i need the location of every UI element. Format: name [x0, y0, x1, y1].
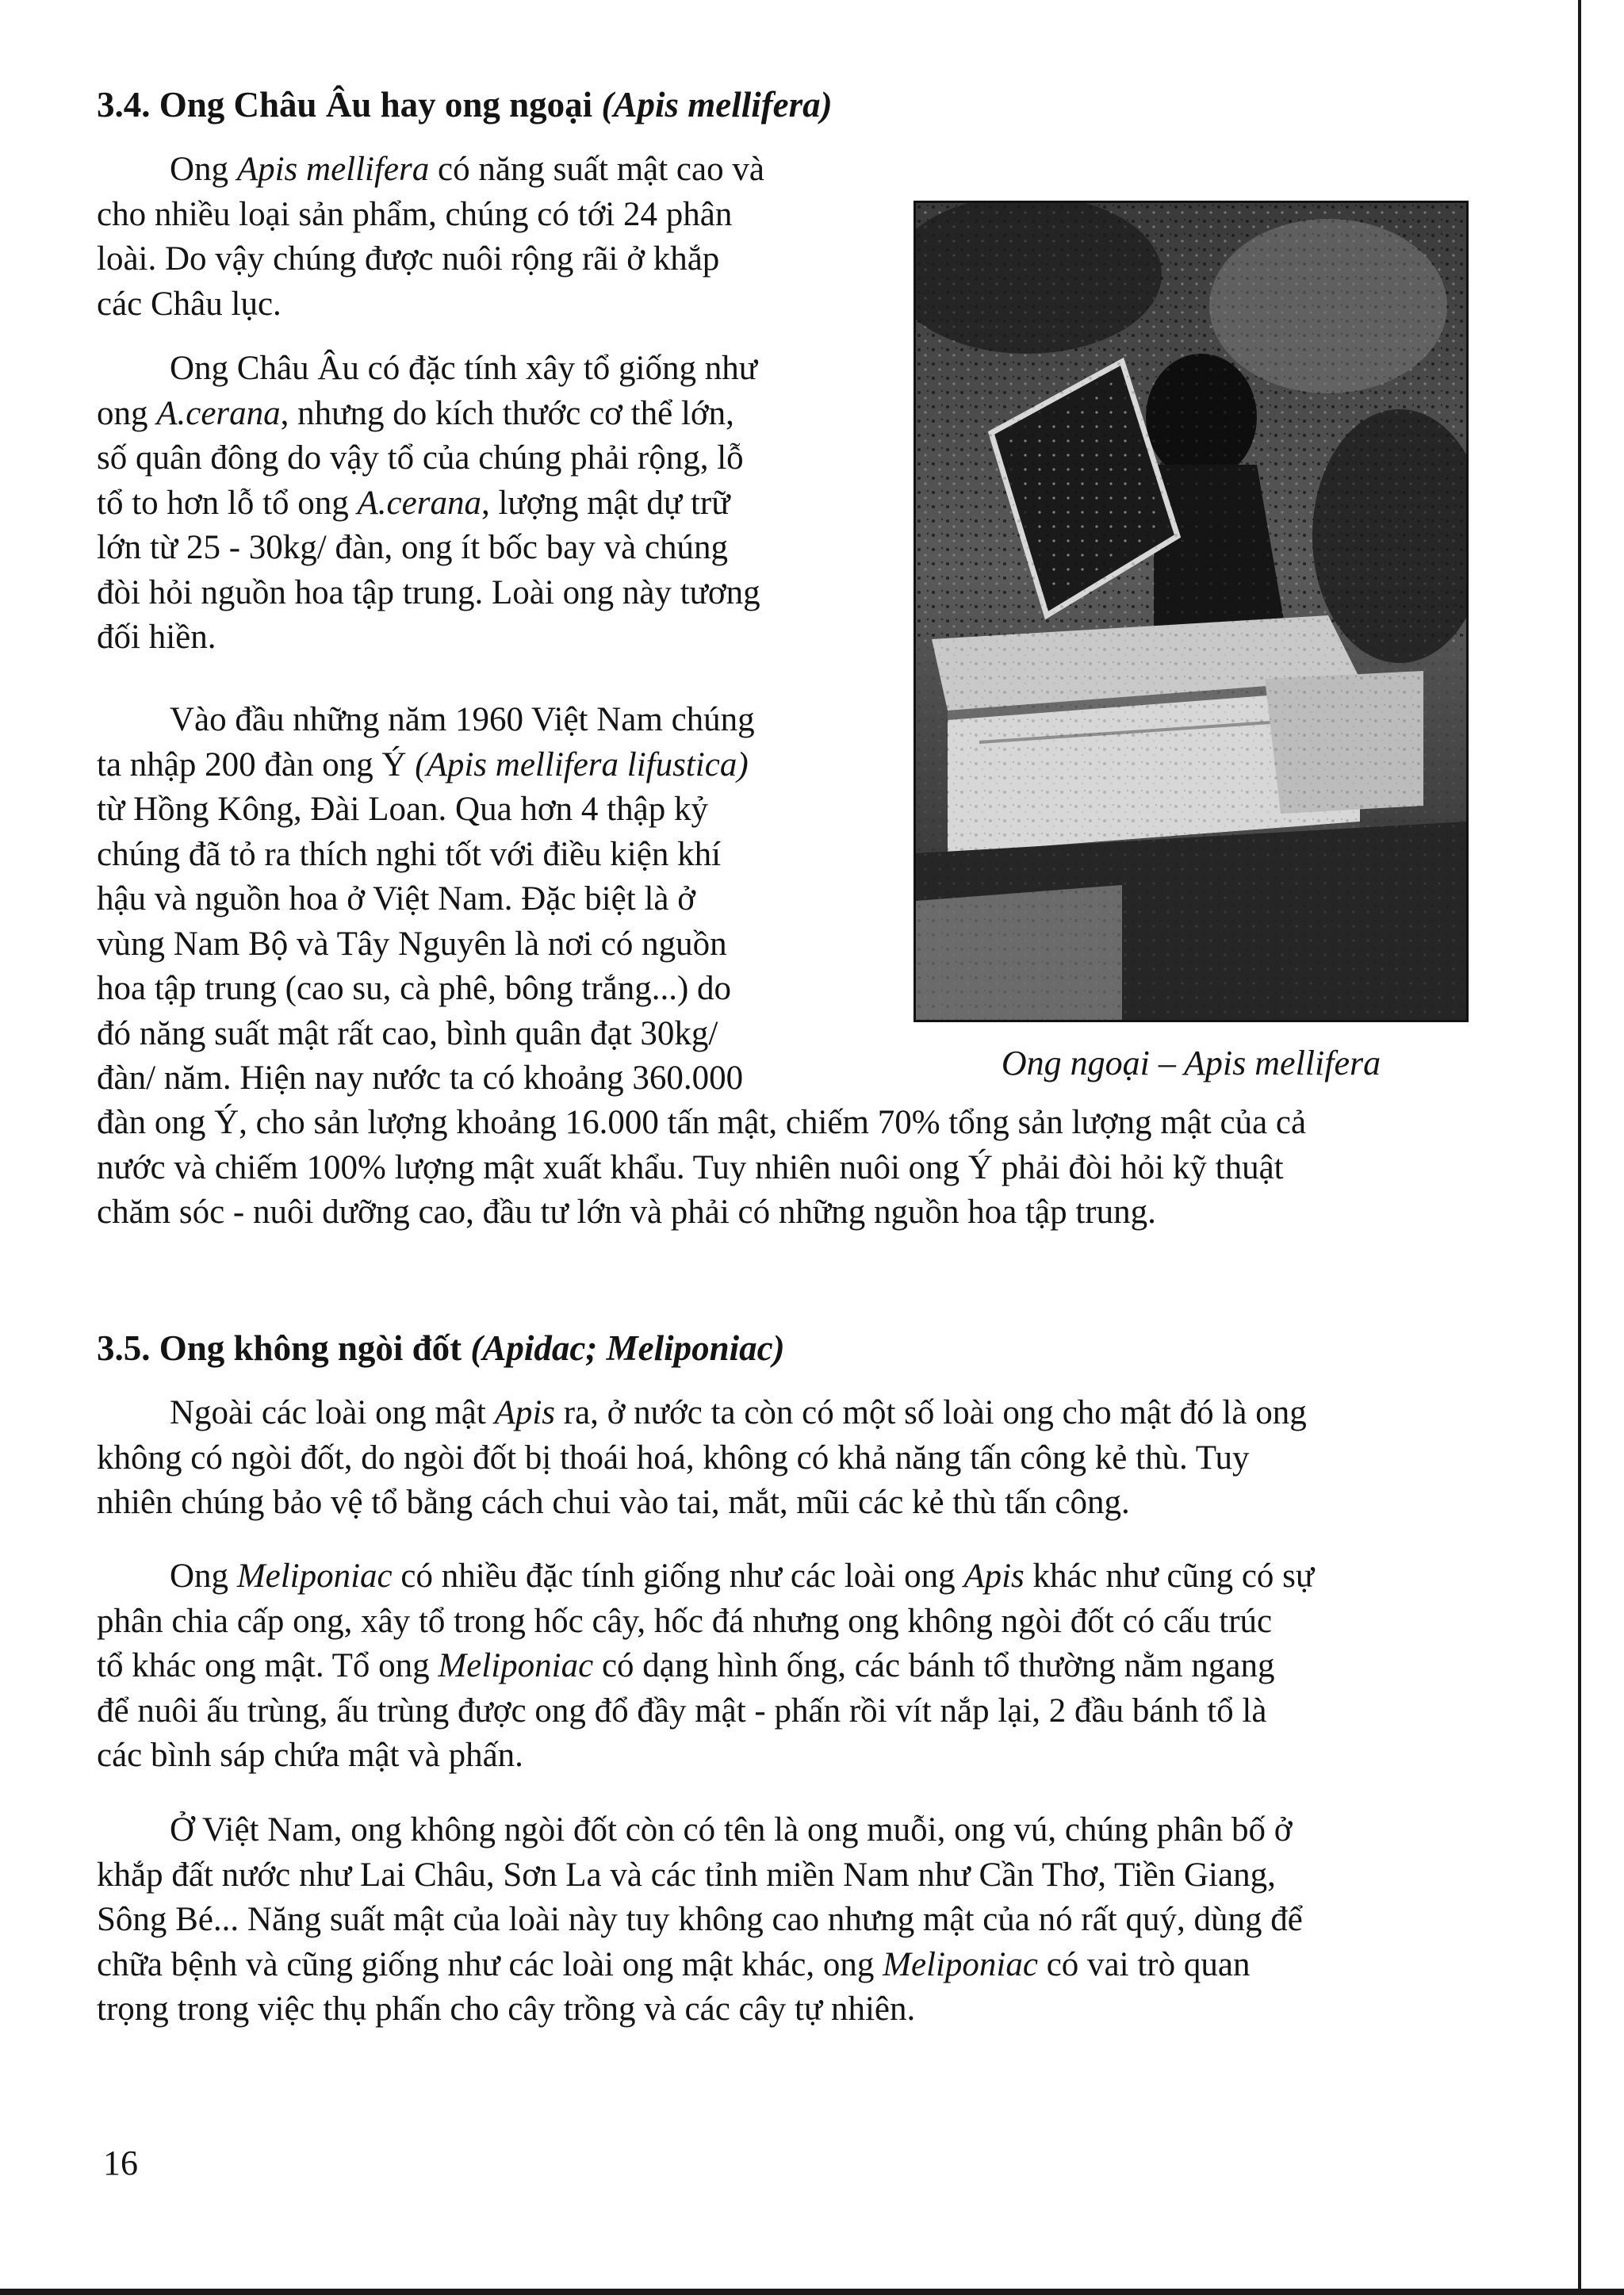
latin-term: A.cerana: [357, 484, 481, 522]
latin-term: Meliponiac: [438, 1647, 594, 1684]
text-run: chữa bệnh và cũng giống như các loài ong mật khác, ong: [97, 1945, 883, 1983]
text-run: ong: [97, 394, 157, 432]
text-line: [97, 148, 858, 193]
text-run: , nhưng do kích thước cơ thể lớn,: [280, 394, 734, 432]
text-run: Ong: [170, 151, 237, 188]
text-run: ta nhập 200 đàn ong Ý: [97, 745, 416, 784]
text-run: từ Hồng Kông, Đài Loan. Qua hơn 4 thập kỷ: [97, 791, 708, 828]
text-run: cho nhiều loại sản phẩm, chúng có tới 24 phân: [97, 195, 733, 233]
section-3-4-heading: [97, 82, 833, 127]
text-line: [97, 1481, 1478, 1526]
text-line: [97, 1898, 1478, 1943]
beekeeper-photo: [914, 201, 1469, 1022]
text-line: [97, 967, 858, 1012]
section-title-latin: (Apidac; Meliponiac): [470, 1328, 785, 1368]
beekeeper-photo-image: [916, 203, 1466, 1020]
text-run: loài. Do vậy chúng được nuôi rộng rãi ở khắp: [97, 240, 720, 278]
section-3-5-heading: [97, 1326, 785, 1370]
text-line: [97, 347, 858, 392]
text-line: [97, 193, 858, 238]
text-line: [97, 571, 858, 616]
latin-term: Apis: [963, 1557, 1025, 1595]
text-line: [97, 1689, 1478, 1734]
text-run: Sông Bé... Năng suất mật của loài này tuy không cao nhưng mật của nó rất quý, dùng để: [97, 1901, 1303, 1938]
text-run: đàn/ năm. Hiện nay nước ta có khoảng 360.000: [97, 1059, 744, 1097]
section-number: 3.4.: [97, 85, 151, 125]
text-run: Ong Châu Âu có đặc tính xây tổ giống như: [170, 350, 758, 387]
text-line: [97, 1056, 858, 1102]
text-run: có dạng hình ống, các bánh tổ thường nằm ngang: [593, 1647, 1275, 1684]
text-line: [97, 282, 858, 328]
latin-term: (Apis mellifera lifustica): [415, 745, 749, 784]
text-line: [97, 526, 858, 571]
text-run: các Châu lục.: [97, 285, 282, 323]
text-run: chúng đã tỏ ra thích nghi tốt với điều kiện khí: [97, 835, 722, 873]
text-line: [97, 1853, 1478, 1898]
latin-term: Apis: [494, 1394, 556, 1431]
text-run: Ở Việt Nam, ong không ngòi đốt còn có tên là ong muỗi, ong vú, chúng phân bố ở: [170, 1811, 1293, 1849]
section-3-4-paragraph-2: [97, 347, 858, 661]
text-line: [97, 787, 858, 833]
text-run: Vào đầu những năm 1960 Việt Nam chúng: [170, 701, 755, 738]
latin-term: Meliponiac: [236, 1557, 393, 1595]
text-line: [97, 237, 858, 282]
text-run: Ngoài các loài ong mật: [170, 1394, 495, 1431]
scan-edge-bottom: [0, 2289, 1624, 2295]
section-3-5-paragraph-3: [97, 1808, 1478, 2033]
text-line: [97, 1436, 1478, 1481]
text-line: đàn ong Ý, cho sản lượng khoảng 16.000 tấn mật, chiếm 70% tổng sản lượng mật của cả: [97, 1104, 1307, 1141]
section-3-5-paragraph-1: [97, 1391, 1478, 1526]
latin-term: Apis mellifera: [236, 151, 430, 188]
text-line: [97, 1987, 1478, 2033]
text-run: ra, ở nước ta còn có một số loài ong cho mật đó là ong: [555, 1394, 1307, 1431]
text-run: trọng trong việc thụ phấn cho cây trồng và các cây tự nhiên.: [97, 1990, 916, 2028]
latin-term: A.cerana: [156, 394, 281, 432]
section-3-5-paragraph-2: [97, 1554, 1478, 1779]
text-run: để nuôi ấu trùng, ấu trùng được ong đổ đầy mật - phấn rồi vít nắp lại, 2 đầu bánh tổ là: [97, 1692, 1267, 1730]
text-line: [97, 1644, 1478, 1689]
text-run: tổ to hơn lỗ tổ ong: [97, 484, 358, 522]
text-line: [97, 922, 858, 967]
text-run: Ong: [170, 1557, 237, 1595]
text-run: đó năng suất mật rất cao, bình quân đạt 30kg/: [97, 1014, 718, 1052]
text-line: [97, 481, 858, 527]
text-line: [97, 1943, 1478, 1988]
section-3-4-paragraph-3: [97, 698, 858, 1102]
section-3-4-paragraph-3-continuation: [97, 1101, 1478, 1236]
text-run: khắp đất nước như Lai Châu, Sơn La và các tỉnh miền Nam như Cần Thơ, Tiền Giang,: [97, 1856, 1276, 1894]
text-run: nhiên chúng bảo vệ tổ bằng cách chui vào tai, mắt, mũi các kẻ thù tấn công.: [97, 1484, 1130, 1521]
section-number: 3.5.: [97, 1328, 151, 1368]
text-line: [97, 1808, 1478, 1853]
text-line: [97, 1554, 1478, 1600]
text-run: phân chia cấp ong, xây tổ trong hốc cây, hốc đá nhưng ong không ngòi đốt có cấu trúc: [97, 1602, 1273, 1640]
text-run: số quân đông do vậy tổ của chúng phải rộng, lỗ: [97, 439, 744, 477]
text-run: hậu và nguồn hoa ở Việt Nam. Đặc biệt là ở: [97, 880, 695, 918]
text-line: [97, 1734, 1478, 1779]
text-run: , lượng mật dự trữ: [481, 484, 730, 522]
text-run: vùng Nam Bộ và Tây Nguyên là nơi có nguồn: [97, 925, 727, 963]
text-line: nước và chiếm 100% lượng mật xuất khẩu. Tuy nhiên nuôi ong Ý phải đòi hỏi kỹ thuật: [97, 1148, 1284, 1186]
text-run: lớn từ 25 - 30kg/ đàn, ong ít bốc bay và chúng: [97, 529, 729, 566]
text-run: tổ khác ong mật. Tổ ong: [97, 1647, 439, 1684]
text-line: chăm sóc - nuôi dưỡng cao, đầu tư lớn và phải có những nguồn hoa tập trung.: [97, 1193, 1156, 1231]
page-number: 16: [103, 2144, 138, 2182]
section-title: Ong Châu Âu hay ong ngoại: [159, 85, 593, 125]
text-line: [97, 615, 858, 661]
section-title-latin: (Apis mellifera): [601, 85, 833, 125]
latin-term: Meliponiac: [883, 1945, 1038, 1983]
text-line: [97, 1600, 1478, 1645]
photo-caption: Ong ngoại – Apis mellifera: [1001, 1044, 1381, 1082]
text-line: [97, 877, 858, 922]
section-title: Ong không ngòi đốt: [159, 1328, 462, 1368]
text-run: khác như cũng có sự: [1024, 1557, 1315, 1595]
scan-edge-right: [1578, 0, 1581, 2295]
text-line: [97, 698, 858, 743]
text-run: có nhiều đặc tính giống như các loài ong: [392, 1557, 964, 1595]
text-line: [97, 392, 858, 437]
text-run: có năng suất mật cao và: [429, 151, 764, 188]
text-run: đòi hỏi nguồn hoa tập trung. Loài ong này tương: [97, 573, 760, 611]
text-run: các bình sáp chứa mật và phấn.: [97, 1737, 523, 1774]
text-line: [97, 1391, 1478, 1436]
text-run: hoa tập trung (cao su, cà phê, bông trắng...) do: [97, 970, 732, 1007]
section-3-4-paragraph-1: [97, 148, 858, 327]
text-line: [97, 833, 858, 878]
text-line: [97, 743, 858, 788]
text-run: có vai trò quan: [1037, 1945, 1251, 1983]
text-run: không có ngòi đốt, do ngòi đốt bị thoái hoá, không có khả năng tấn công kẻ thù. Tuy: [97, 1439, 1250, 1477]
text-line: [97, 436, 858, 481]
text-run: đối hiền.: [97, 619, 216, 656]
text-line: [97, 1012, 858, 1057]
